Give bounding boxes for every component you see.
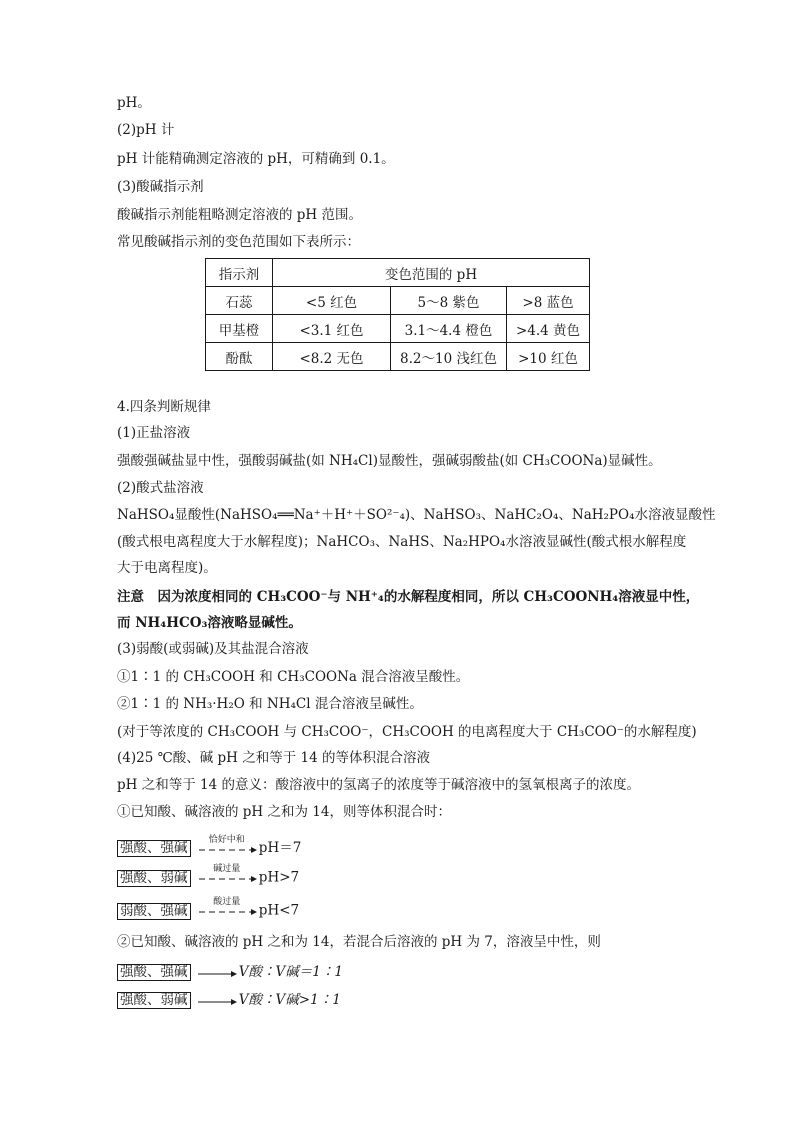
volume-rule [117,960,343,982]
table-cell: 甲基橙 [206,315,273,343]
arrow-label: 恰好中和 [208,834,245,845]
rule-result: pH<7 [258,902,300,919]
table-cell: <3.1 红色 [273,315,391,343]
mixing-rule [117,864,300,887]
table-header-cell: 指示剂 [206,259,273,287]
text-line: ①1∶1 的 CH₃COOH 和 CH₃COONa 混合溶液呈酸性。 [117,669,470,685]
rule-result: V酸∶V碱>1∶1 [238,992,341,1008]
subheading: (4)25 ℃酸、碱 pH 之和等于 14 的等体积混合溶液 [117,750,430,766]
acid-base-pair: 强酸、强碱 [117,964,191,981]
table-cell: 3.1～4.4 橙色 [391,315,507,343]
table-row [206,315,590,343]
arrow-label: 碱过量 [213,864,241,874]
text-line: 酸碱指示剂能粗略测定溶液的 pH 范围。 [117,207,362,223]
table-cell: 石蕊 [206,287,273,315]
mixing-rule [117,897,300,920]
rule-result: V酸∶V碱＝1∶1 [238,964,343,980]
table-cell: 8.2～10 浅红色 [391,343,507,371]
text-line: 大于电离程度)。 [117,560,217,576]
rule-result: pH>7 [258,869,300,886]
acid-base-pair: 强酸、弱碱 [117,870,191,887]
text-line: ①已知酸、碱溶液的 pH 之和为 14，则等体积混合时： [117,804,451,820]
note-line: 注意 因为浓度相同的 CH₃COO⁻与 NH⁺₄的水解程度相同，所以 CH₃COONH₄溶液显中性， [117,589,700,605]
text-line: (酸式根电离程度大于水解程度)；NaHCO₃、NaHS、Na₂HPO₄水溶液显碱性(酸式根水解程度 [117,534,687,550]
arrow-icon [197,964,237,982]
volume-rule [117,988,341,1010]
arrow-icon [197,834,257,858]
arrow-icon [197,992,237,1010]
text-line: pH 之和等于 14 的意义：酸溶液中的氢离子的浓度等于碱溶液中的氢氧根离子的浓度。 [117,777,640,793]
table-cell: <8.2 无色 [273,343,391,371]
subheading: (3)弱酸(或弱碱)及其盐混合溶液 [117,641,309,657]
rule-result: pH＝7 [258,840,302,856]
arrow-icon [197,897,257,920]
table-cell: <5 红色 [273,287,391,315]
subheading: (2)酸式盐溶液 [117,480,204,496]
subheading-ph-meter: (2)pH 计 [117,122,175,138]
text-line: pH。 [117,95,151,111]
table-row [206,287,590,315]
table-cell: >8 蓝色 [507,287,590,315]
arrow-label: 酸过量 [213,897,241,907]
table-row [206,343,590,371]
text-line: (对于等浓度的 CH₃COOH 与 CH₃COO⁻，CH₃COOH 的电离程度大于 CH₃COO⁻的水解程度) [117,724,697,740]
table-header-row [206,259,590,287]
text-line: ②已知酸、碱溶液的 pH 之和为 14，若混合后溶液的 pH 为 7，溶液呈中性，则 [117,934,601,950]
mixing-rule [117,836,301,858]
acid-base-pair: 强酸、强碱 [117,840,191,857]
table-cell: >4.4 黄色 [507,315,590,343]
section-heading: 4.四条判断规律 [117,399,211,415]
table-cell: 5～8 紫色 [391,287,507,315]
subheading-indicator: (3)酸碱指示剂 [117,179,204,195]
text-line: ②1∶1 的 NH₃·H₂O 和 NH₄Cl 混合溶液呈碱性。 [117,696,423,712]
arrow-icon [197,864,257,887]
acid-base-pair: 强酸、弱碱 [117,992,191,1009]
text-line: NaHSO₄显酸性(NaHSO₄══Na⁺＋H⁺＋SO²⁻₄)、NaHSO₃、NaHC₂O₄、NaH₂PO₄水溶液显酸性 [117,507,716,523]
text-line: 常见酸碱指示剂的变色范围如下表所示： [117,234,360,250]
indicator-table [205,258,590,371]
subheading: (1)正盐溶液 [117,425,191,441]
note-line: 而 NH₄HCO₃溶液略显碱性。 [117,615,302,631]
acid-base-pair: 弱酸、强碱 [117,903,191,920]
table-cell: >10 红色 [507,343,590,371]
table-cell: 酚酞 [206,343,273,371]
text-line: 强酸强碱盐显中性，强酸弱碱盐(如 NH₄Cl)显酸性，强碱弱酸盐(如 CH₃COONa)显碱性。 [117,453,662,469]
text-line: pH 计能精确测定溶液的 pH，可精确到 0.1。 [117,151,395,167]
table-header-cell: 变色范围的 pH [273,259,590,287]
